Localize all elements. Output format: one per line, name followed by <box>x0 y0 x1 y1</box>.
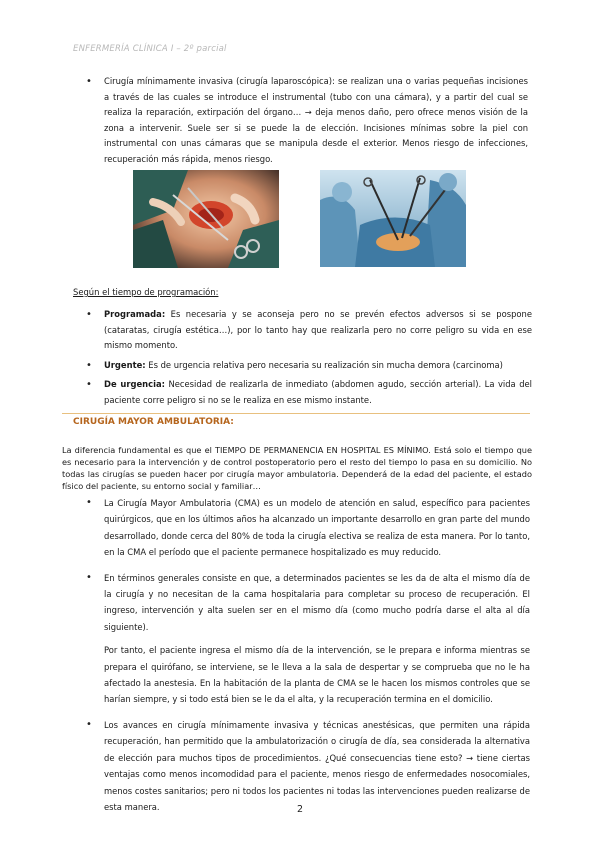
bullet-icon: • <box>86 718 92 730</box>
list-item-subparagraph: Por tanto, el paciente ingresa el mismo día de la intervención, se le prepara e informa mientras se prepara el quirófano, se interviene, se le lleva a la sala de despertar y se comprueba que no le ha afectado la anestesia. En la habitación de la planta de CMA se le hacen los mismos controles que se harían siempre, y si todo está bien se le da el alta, y la recuperación termina en el domicilio. <box>104 645 530 705</box>
list-item <box>86 570 530 708</box>
list-item-text <box>104 358 532 374</box>
term-label: De urgencia: <box>104 379 165 390</box>
list-item <box>86 495 530 561</box>
list-item-text <box>104 307 532 354</box>
bullet-icon: • <box>86 571 92 583</box>
section-divider <box>62 413 530 414</box>
programming-list <box>86 307 532 413</box>
term-description: Necesidad de realizarla de inmediato (abdomen agudo, sección arterial). La vida del paciente corre peligro si no se le realiza en ese mismo instante. <box>104 379 532 405</box>
term-description: Es necesaria y se aconseja pero no se prevén efectos adversos si se pospone (cataratas, cirugía estética…), por lo tanto hay que realizarla pero no corre peligro su vida en ese mismo momento. <box>104 309 532 351</box>
list-item <box>86 307 532 354</box>
surgery-photo-incision <box>133 170 279 268</box>
running-header: ENFERMERÍA CLÍNICA I – 2º parcial <box>73 44 227 54</box>
list-item <box>86 377 532 408</box>
surgery-photo-laparoscopy <box>320 170 466 267</box>
list-item-text: La Cirugía Mayor Ambulatoria (CMA) es un modelo de atención en salud, específico para pacientes quirúrgicos, que en los últimos años ha alcanzado un importante desarrollo en gran parte del mundo desarrollado, donde cerca del 80% de toda la cirugía electiva se realiza de esta manera. Por lo tanto, en la CMA el período que el paciente permanece hospitalizado es muy reducido. <box>104 498 530 558</box>
page-number: 2 <box>296 804 304 815</box>
term-label: Urgente: <box>104 359 146 370</box>
bullet-icon: • <box>86 76 92 87</box>
bullet-icon: • <box>86 379 92 391</box>
cma-bullet-list <box>86 495 530 824</box>
list-item-text: Los avances en cirugía mínimamente invasiva y técnicas anestésicas, que permiten una rápida recuperación, han permitido que la ambulatorización o cirugía de día, sea considerada la alternativa de elección para muchos tipos de procedimientos. ¿Qué consecuencias tiene esto? → tiene ciertas ventajas como menos incomodidad para el paciente, menos riesgo de enfermedades nosocomiales, menos costes sanitarios; pero ni todos los pacientes ni todas las intervenciones pueden realizarse de esta manera. <box>104 719 530 812</box>
bullet-icon: • <box>86 497 92 508</box>
laparoscopy-bullet-list <box>86 74 528 168</box>
list-item-text <box>104 377 532 408</box>
term-label: Programada: <box>104 309 166 319</box>
cma-intro-paragraph: La diferencia fundamental es que el TIEMPO DE PERMANENCIA EN HOSPITAL ES MÍNIMO. Está solo el tiempo que es necesario para la intervención y de control postoperatorio pero el resto del tiempo lo pasa en su domicilio. No todas las cirugías se pueden hacer por cirugía mayor ambulatoria. Dependerá de la edad del paciente, el estado físico del paciente, su entorno social y familiar… <box>62 445 532 492</box>
term-description: Es de urgencia relativa pero necesaria su realización sin mucha demora (carcinoma) <box>145 359 503 370</box>
list-item <box>86 717 530 815</box>
bullet-icon: • <box>86 309 92 320</box>
list-item <box>86 74 528 168</box>
laparoscopy-text: Cirugía mínimamente invasiva (cirugía laparoscópica): se realizan una o varias pequeñas incisiones a través de las cuales se introduce el instrumental (tubo con una cámara), y a partir del cual se realiza la reparación, extirpación del órgano… → deja menos daño, pero ofrece menos visión de la zona a intervenir. Suele ser si se puede la de elección. Incisiones mínimas sobre la piel con instrumental con unas cámaras que se manipula desde el exterior. Menos riesgo de infecciones, recuperación más rápida, menos riesgo. <box>104 76 528 164</box>
list-item <box>86 358 532 374</box>
cma-section-heading: CIRUGÍA MAYOR AMBULATORIA: <box>73 417 234 427</box>
programming-section-title: Según el tiempo de programación: <box>73 287 219 297</box>
list-item-text: En términos generales consiste en que, a determinados pacientes se les da de alta el mismo día de la cirugía y no necesitan de la cama hospitalaria para completar su proceso de recuperación. El ingreso, intervención y alta suelen ser en el mismo día (como mucho podría darse el alta al día siguiente). <box>104 572 530 632</box>
bullet-icon: • <box>86 359 92 371</box>
